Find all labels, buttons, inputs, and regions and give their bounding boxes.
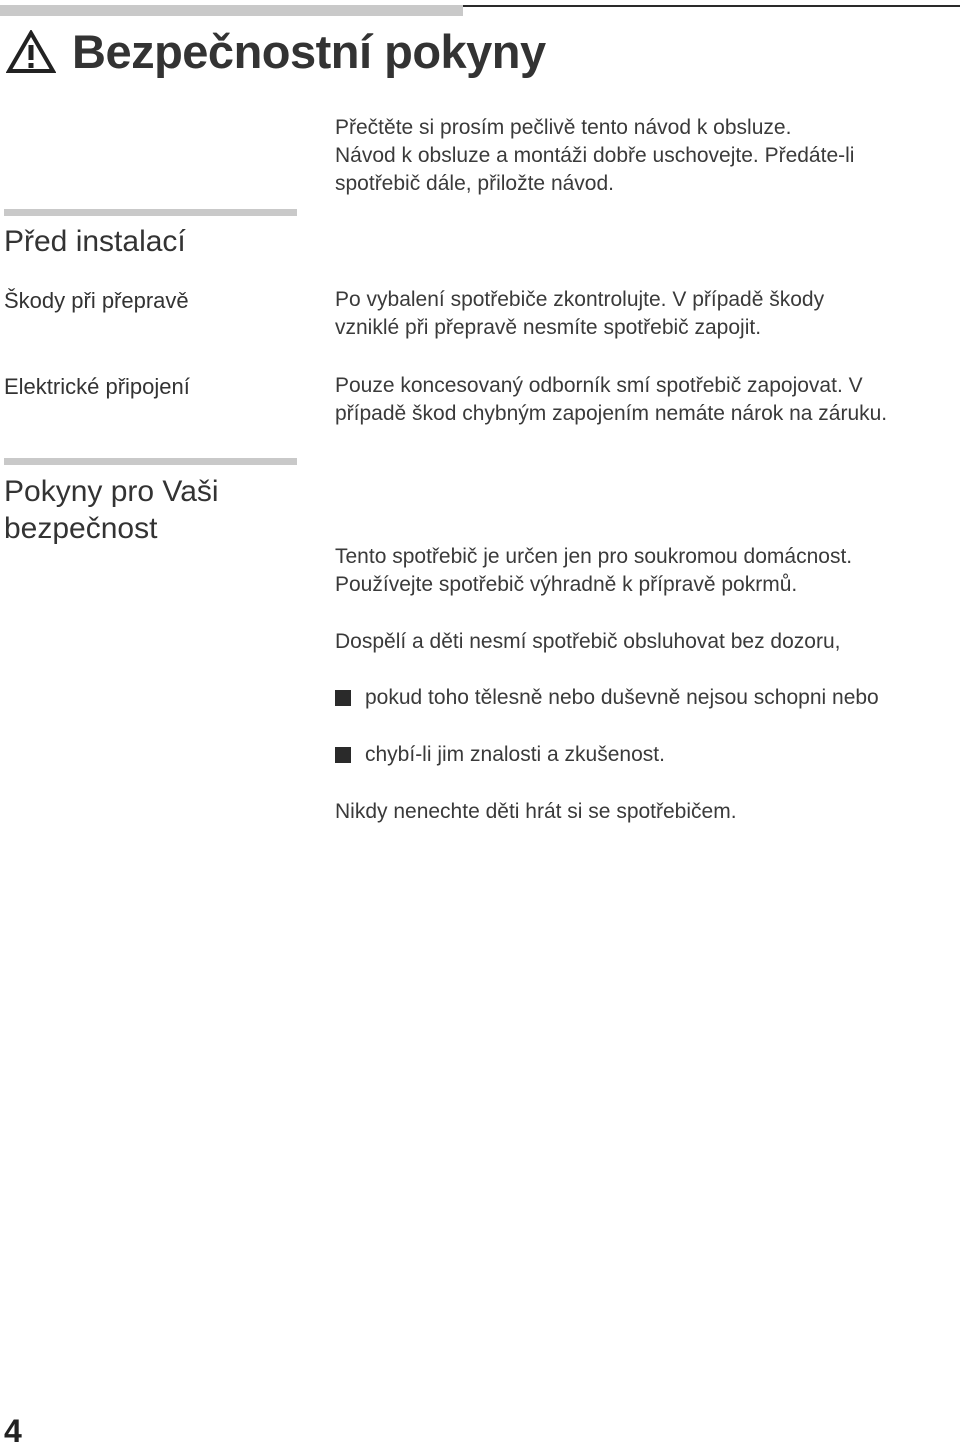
section-divider-before-installation [4,209,297,216]
bullet-square-icon [335,747,351,763]
warning-triangle-icon [6,30,56,74]
transport-damage-text: Po vybalení spotřebiče zkontrolujte. V případě škody vzniklé při přepravě nesmíte spotřebič zapojit. [335,288,825,339]
section-divider-safety [4,458,297,465]
safety-children-text: Nikdy nenechte děti hrát si se spotřebičem. [335,800,737,823]
transport-damage-label: Škody při přepravě [4,288,189,313]
electrical-connection-label: Elektrické připojení [4,374,190,399]
safety-intended-use-text: Tento spotřebič je určen jen pro soukromou domácnost. Používejte spotřebič výhradně k přípravě pokrmů. [335,545,853,596]
electrical-connection-text: Pouze koncesovaný odborník smí spotřebič zapojovat. V případě škod chybným zapojením nemáte nárok na záruku. [335,374,888,425]
page-number: 4 [4,1413,22,1449]
section-heading-safety: Pokyny pro Vaši bezpečnost [4,475,219,545]
header-rule [463,5,960,7]
list-item-text: chybí-li jim znalosti a zkušenost. [365,743,665,766]
list-item [335,684,879,712]
intro-paragraph: Přečtěte si prosím pečlivě tento návod k obsluze. Návod k obsluze a montáži dobře uschovejte. Předáte-li spotřebič dále, přiložte návod. [335,116,855,195]
header-bar [0,5,463,16]
bullet-square-icon [335,690,351,706]
safety-supervision-text: Dospělí a děti nesmí spotřebič obsluhovat bez dozoru, [335,630,841,653]
page-title: Bezpečnostní pokyny [72,25,546,78]
section-heading-before-installation: Před instalací [4,225,186,258]
list-item [335,741,665,769]
list-item-text: pokud toho tělesně nebo duševně nejsou schopni nebo [365,686,879,709]
